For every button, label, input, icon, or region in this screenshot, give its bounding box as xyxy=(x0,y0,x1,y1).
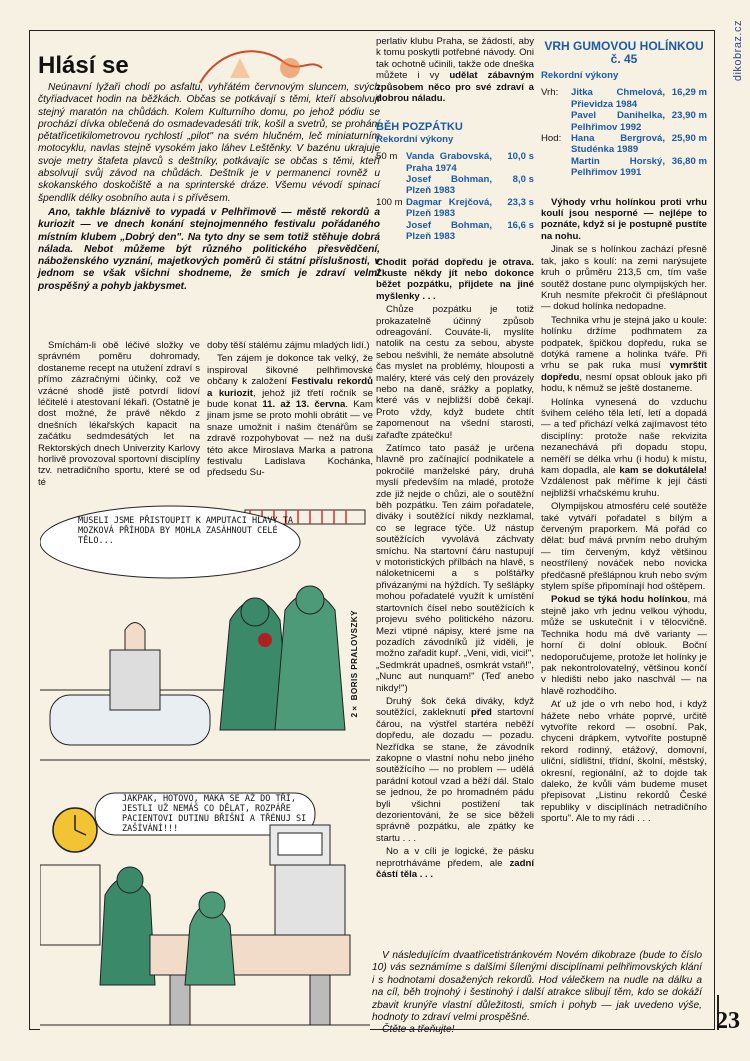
beh-records xyxy=(376,151,534,242)
column-2 xyxy=(207,340,373,481)
col3-paragraph-3: Zatímco tato pasáž je určena hlavně pro začínající podnikatele a pokročilé manželské páry, druhá myslí především na mladé, protože zde již nejde o chůzi, ale o soutěžní běh pozpátku. Ten záim pořadatele, diváky i soutěžící nikdy nezklamal, co se legrace týče. Už nástup soutěžících vyvolává záchvaty smíchu. Na startovní čáru nastupují v motoristických přílbách na hlavě, s náloketnicemi a s polštářky přivázanými na hýždích. Ty sešlápky mohou pořadatelé využít k umístění startovních čísel nebo soutěžících k projevu svého politického názoru. Mezi vtipné nápisy, které jsme na pozadích závodníků již viděli, je možno zařadit kupř. „Veni, vidi, vici!", „Sedmkrát upadneš, osmkrát vstaň!", „Nunc aut nunquam!" (Teď anebo nikdy!") xyxy=(376,443,534,694)
beh-record-row: Josef Bohman, Plzeň 1983 16,6 s xyxy=(406,219,534,243)
col4-lead: Výhody vrhu holínkou proti vrhu koulí jsou nesporné — nejlépe to poznáte, když si je postupně pustíte na nohu. xyxy=(541,196,707,242)
site-watermark: dikobraz.cz xyxy=(732,20,744,82)
col4-paragraph-6: Ať už jde o vrh nebo hod, i když hážete nebo vrháte poprvé, určitě vytvoříte rekord — osobní. Pak, chyceni drápkem, vytvoříte postupně rekord rodinný, etážový, domovní, uliční, sídlištní, třídní, školní, městský, okresní, regionální, až to dojde tak daleko, že kvůli vám budeme muset přepisovat „Listinu rekordů České republiky v disciplínách netradičního sportu". Ale to my rádi . . . xyxy=(541,699,707,825)
beh-record-row: Josef Bohman, Plzeň 1983 8,0 s xyxy=(406,174,534,197)
column-4 xyxy=(541,40,707,827)
intro-paragraph-2: Ano, takhle bláznivě to vypadá v Pelhřimově — městě rekordů a kuriozit — ve dnech konání stejnojmenného festivalu pořádaného místním klubem „Dobrý den". Na tyto dny se sem totiž stěhuje dobrá nálada. Nebot můžeme být různého politického přesvědčení, náboženského vyznání, majetkových poměrů či státní příslušnosti, v jednom se však všichni shodneme, že smích je zdraví velmi prospěšný a pohyb jakbysmet. xyxy=(38,206,380,292)
col3-paragraph-2: Chůze pozpátku je totiž prokazatelně účinný způsob odreagování. Couváte-li, myslíte natolik na cestu za sebou, abyste sebou nešvihli, že nemáte absolutně čas myslet na problémy, hlouposti a maléry, které vás celý den provázely nebo na daně, srážky a poplatky, které vás v nejbližší době čekají. Proto vždy, když budete chtít zapomenout na všední starosti, zařaďte zpátečku! xyxy=(376,304,534,441)
vrh-title: VRH GUMOVOU HOLÍNKOU č. 45 xyxy=(544,39,704,66)
vrh-records xyxy=(541,87,707,178)
vrh-subtitle: Rekordní výkony xyxy=(541,70,619,81)
col3-paragraph-5: No a v cíli je logické, že pásku neprotrháváme předem, ale zadní částí těla . . . xyxy=(376,846,534,881)
col3-paragraph-1: perlativ klubu Praha, se žádostí, aby k tomu poskytli potřebné návody. Oni tak ochotně učinili, takže ode dneška můžete i vy udělat zábavným způsobem něco pro své zdraví a dobrou náladu. xyxy=(376,36,534,105)
footer-signoff: Čtěte a třeňujte! xyxy=(382,1024,455,1036)
vrh-record-row: Pavel Danihelka, Pelhřimov 1992 23,90 m xyxy=(571,110,707,133)
footer-paragraph: V následujícím dvaatřicetistránkovém Novém dikobraze (bude to číslo 10) vás seznámíme s dalšími šílenými disciplínami pelhřimovských klání i s hodnotami dosažených rekordů. Hod válečkem na nudle na dálku a na cíl, běh trojnohý i šestinohý i další atrakce slibují těm, kdo se dokáží zbavit krunýře vlastní důležitosti, smích i pohyb — jak uvedeno výše, hodnoty to zdraví velmi prospěšné. xyxy=(372,950,702,1024)
col4-paragraph-5: Pokud se týká hodu holínkou, má stejně jako vrh jednu velkou výhodu, může se uskutečnit i v tělocvičně. Technika hodu má dvě varianty — horní či dolní oblouk. Boční nedoporučujeme, protože let holínky je pak nekontrolovatelný, většinou končí v hledišti nebo jako naschvál — na hlavě rozhodčího. xyxy=(541,594,707,697)
beh-record-row: 50 m Vanda Grabovská, Praha 1974 10,0 s xyxy=(376,151,534,174)
cartoon-1-caption: MUSELI JSME PŘISTOUPIT K AMPUTACI HLAVY TA MOZKOVÁ PŘÍHODA BY MOHLA ZASÁHNOUT CELÉ TĚLO... xyxy=(78,516,293,546)
col4-paragraph-4: Olympijskou atmosféru celé soutěže také vytváří pořadatel s bílým a červeným praporkem. Má pořád co dělat: buď mává prvním nebo druhým — tím červeným, když většinou neostřílený nováček nebo novicka předčasně přešlápnou kruh nebo svým stylem spíše připomínají hod oštěpem. xyxy=(541,501,707,593)
col2-paragraph-1: doby těší stálému zájmu mladých lidí.) xyxy=(207,340,370,351)
article-title: Hlásí se xyxy=(38,52,129,79)
beh-record-row: 100 m Dagmar Krejčová, Plzeň 1983 23,3 s xyxy=(376,196,534,220)
col4-paragraph-2: Technika vrhu je stejná jako u koule: holínku držíme podhmatem za podpatek, špičkou dopředu, ruka se dotýká ramene a holinka tváře. Při vrhu se pak ruka musí vymrštit dopředu, nesmí opsat oblouk jako při hodu, k němuž se ještě dostaneme. xyxy=(541,314,707,395)
article-intro xyxy=(38,82,380,295)
page-number: 23 xyxy=(716,1008,740,1034)
beh-title: BĚH POZPÁTKU xyxy=(376,121,463,134)
cartoon-credit: 2× BORIS PRALOVSZKÝ xyxy=(350,610,359,718)
intro-paragraph-1: Neúnavní lyžaři chodí po asfaltu, vyhřátém červnovým sluncem, svých čtyřiadvacet hodin na běžkách. Občas se potkávají s těmi, kteří absolvují stejný maratón na chůdách. Kolem Kulturního domu, po jehož pódiu se prochází dívka oblečená do osmadevadesáti trik, košil a svetrů, se prohání pětatřicetikilometrovou rychlostí „pilot" na svém hlučném, leč miniaturním motocyklu, navlas stejně vysokém jako láhev Leštěnky. V bazénu ukrajuje svoje metry štafeta plavců s deštníky, potkávajíc se občas s těmi, kteří absolvují svůj závod na chůdách. Deštník je v permanenci rovněž u skokanského doskočiště a na sprinterské dráze. Všemu vévodí spinací špendlík délky osobního auta i s přívěsem. xyxy=(38,82,380,204)
article-footer xyxy=(372,950,702,1037)
cartoon-2-caption: JAKPAK, HOTOVO, MAKÁ SE AŽ DO TŘÍ, JESTLI UŽ NEMÁŠ CO DĚLAT, ROZPÁŘE PACIENTOVI DUTINU BŘIŠNÍ A TŘÉNUJ SI ZAŠÍVÁNÍ!!! xyxy=(122,794,307,834)
col4-paragraph-3: Holínka vynesená do vzduchu švihem celého těla letí, letí a dopadá — a teď přichází velká zajímavost této disciplíny: protože naše rekvizita nezanechává při dopadu stopu, neměří se délka vrhu (i hodu) k místu, kam dopadla, ale kam se dokutálela! Vzdálenost pak měříme k její části nejbližší vrhačskému kruhu. xyxy=(541,396,708,499)
vrh-record-row: Vrh: Jitka Chmelová, Přievidza 1984 16,29 m xyxy=(541,87,707,110)
column-1 xyxy=(38,340,200,490)
col3-paragraph-4: Druhý šok čeká diváky, když soutěžící, zakleknutí před startovní čárou, na výstřel startéra neběží dopředu, ale dozadu — pozadu. Nezřídka se stane, že závodník zakopne o vlastní nohu nebo jiného soutěžícího — no problem — udělá parádní kotoul vzad a běží dál. Stalo se jednou, že po hromadném pádu byli všichni postižení tak dezorientováni, že se sice běželi správně pozpátku, ale zpátky ke startu . . . xyxy=(376,695,534,844)
col2-paragraph-2: Ten zájem je dokonce tak velký, že inspiroval šikovné pelhřimovské občany k založení Festivalu rekordů a kuriozit, jehož již třetí ročník se bude konat 11. až 13. června. Kam jinam jsme se proto mohli obrátit — ve snaze umožnit i našim čtenářům se zdravě rozpohybovat — než na duši této akce Miroslava Marka a patrona festivalu Ladislava Kochánka, předsedu Su- xyxy=(207,353,373,479)
col1-paragraph: Smíchám-li obě léčivé složky ve správném poměru dohromady, dostaneme recept na utužení zdraví s přímo zázračnými účinky, což ve vzácné shodě jistě potvrdí lidoví léčitelé i atestovaní lékaři. (Ostatně je dost možné, že právě někdo z dnešních lékařských kapacit na začátku sedmdesátých let na Rektorských dnech Univerzity Karlovy horlivě provozoval sportovní disciplíny tzv. netradičního sportu, které se od té xyxy=(38,340,200,488)
vrh-record-row: Martin Horský, Pelhřimov 1991 36,80 m xyxy=(571,155,707,179)
col4-paragraph-1: Jinak se s holínkou zachází přesně tak, jako s koulí: na zemi narýsujete kruh o průměru 213,5 cm, tím vaše soutěž dostane punc olympijských her. Kruh nesmíte překročit či přešlápnout — dokud holínka nedopadne. xyxy=(541,244,707,313)
col3-lead: Chodit pořád dopředu je otrava. Zkuste někdy jít nebo dokonce běžet pozpátku, přijdete na jiné myšlenky . . . xyxy=(376,256,534,302)
beh-subtitle: Rekordní výkony xyxy=(376,133,454,145)
column-3 xyxy=(376,36,534,882)
vrh-record-row: Hod: Hana Bergrová, Studénka 1989 25,90 m xyxy=(541,133,707,156)
